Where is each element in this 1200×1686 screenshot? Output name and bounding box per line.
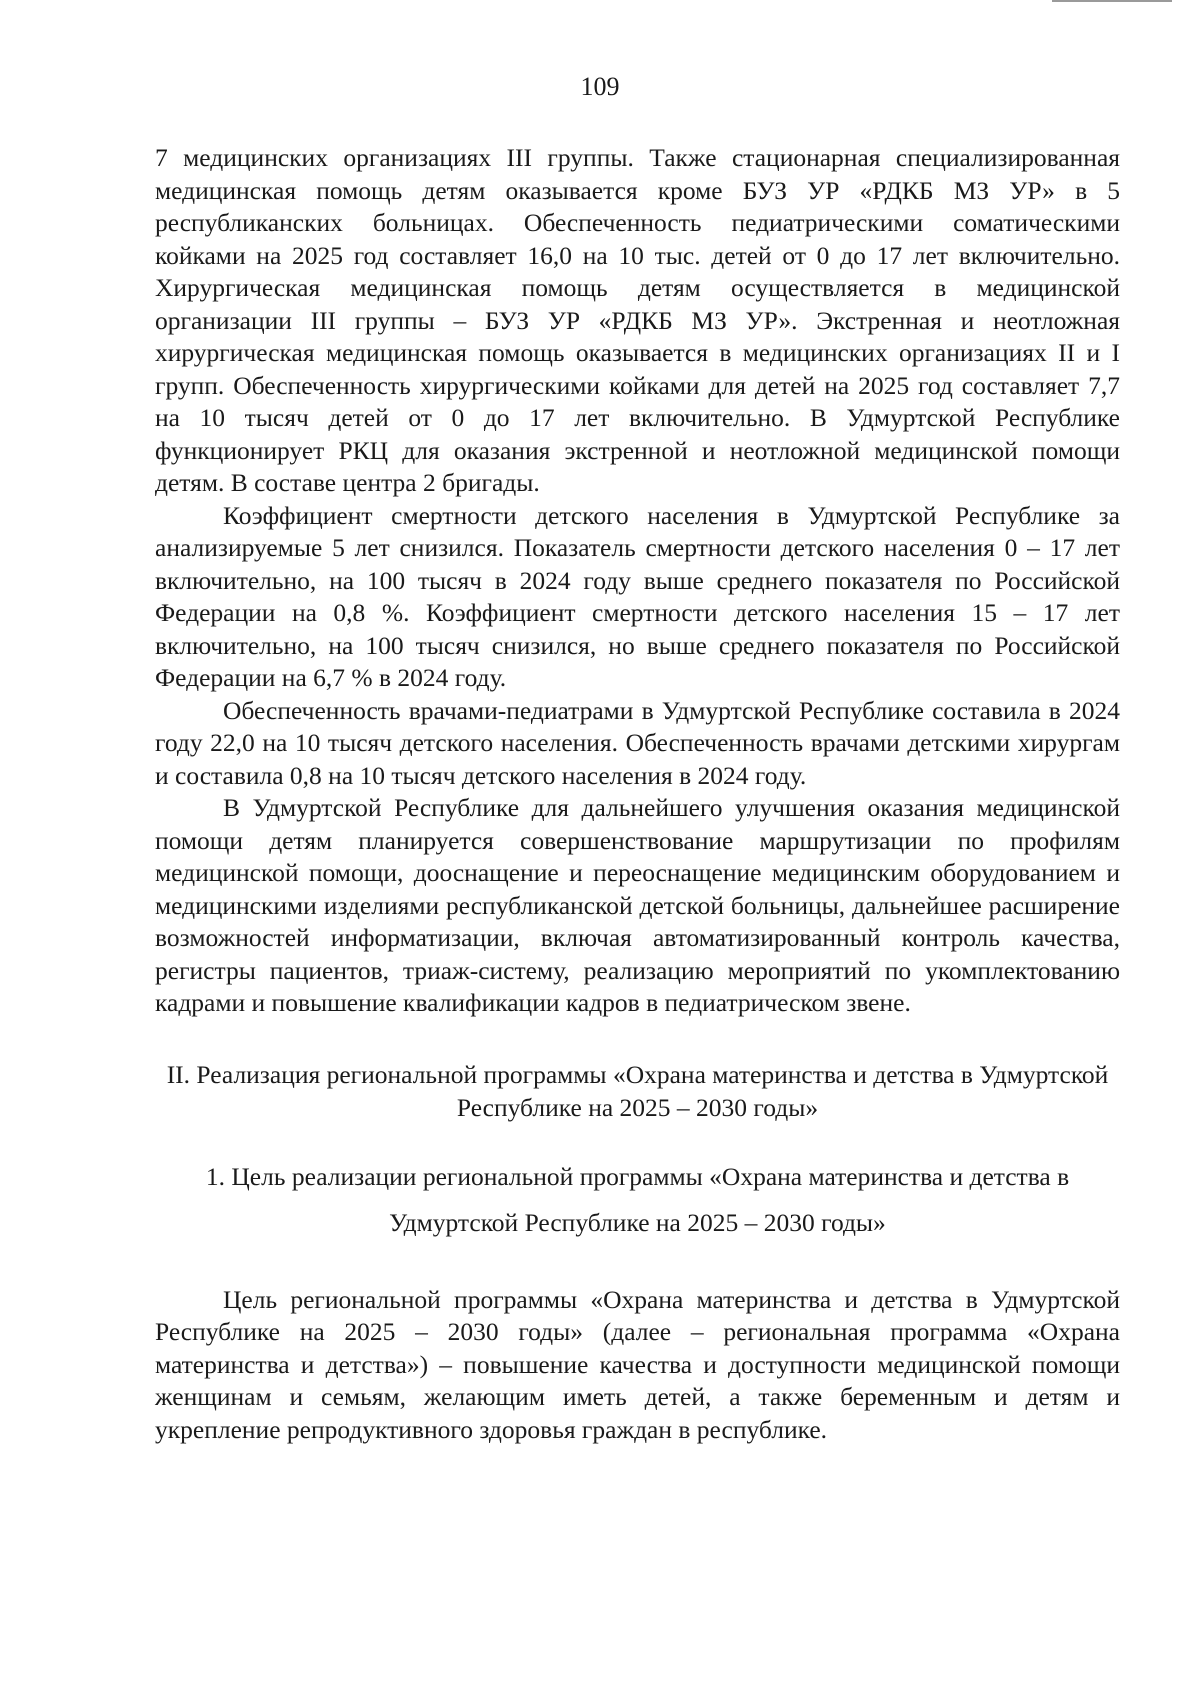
top-edge-line <box>1052 0 1172 2</box>
section-heading: II. Реализация региональной программы «Охрана материнства и детства в Удмуртской Республике на 2025 – 2030 годы» <box>166 1059 1109 1122</box>
subsection-heading: 1. Цель реализации региональной программы «Охрана материнства и детства в Удмуртской Республике на 2025 – 2030 годы» <box>205 1161 1070 1237</box>
paragraph-hospital-care: 7 медицинских организациях III группы. Также стационарная специализированная медицинская помощь детям оказывается кроме БУЗ УР «РДКБ МЗ УР» в 5 республиканских больницах. Обеспеченность педиатрическими соматическими койками на 2025 год составляет 16,0 на 10 тыс. детей от 0 до 17 лет включительно. Хирургическая медицинская помощь детям осуществляется в медицинской организации III группы – БУЗ УР «РДКБ МЗ УР». Экстренная и неотложная хирургическая медицинская помощь оказывается в медицинских организациях II и I групп. Обеспеченность хирургическими койками для детей на 2025 год составляет 7,7 на 10 тысяч детей от 0 до 17 лет включительно. В Удмуртской Республике функционирует РКЦ для оказания экстренной и неотложной медицинской помощи детям. В составе центра 2 бригады. <box>155 143 1120 497</box>
paragraph-improvement-plans: В Удмуртской Республике для дальнейшего улучшения оказания медицинской помощи детям планируется совершенствование маршрутизации по профилям медицинской помощи, дооснащение и переоснащение медицинским оборудованием и медицинскими изделиями республиканской детской больницы, дальнейшее расширение возможностей информатизации, включая автоматизированный контроль качества, регистры пациентов, триаж-систему, реализацию мероприятий по укомплектованию кадрами и повышение квалификации кадров в педиатрическом звене. <box>155 793 1120 1017</box>
paragraph-child-mortality: Коэффициент смертности детского населения в Удмуртской Республике за анализируемые 5 лет снизился. Показатель смертности детского населения 0 – 17 лет включительно, на 100 тысяч в 2024 году выше среднего показателя по Российской Федерации на 0,8 %. Коэффициент смертности детского населения 15 – 17 лет включительно, на 100 тысяч снизился, но выше среднего показателя по Российской Федерации на 6,7 % в 2024 году. <box>155 500 1120 692</box>
paragraph-program-goal: Цель региональной программы «Охрана материнства и детства в Удмуртской Республике на 2025 – 2030 годы» (далее – региональная программа «Охрана материнства и детства») – повышение качества и доступности медицинской помощи женщинам и семьям, желающим иметь детей, а также беременным и детям и укрепление репродуктивного здоровья граждан в республике. <box>155 1284 1120 1444</box>
document-body <box>155 142 1120 1446</box>
page-number: 109 <box>580 72 620 101</box>
paragraph-pediatrician-supply: Обеспеченность врачами-педиатрами в Удмуртской Республике составила в 2024 году 22,0 на 10 тысяч детского населения. Обеспеченность врачами детскими хирургам и составила 0,8 на 10 тысяч детского населения в 2024 году. <box>155 695 1120 790</box>
